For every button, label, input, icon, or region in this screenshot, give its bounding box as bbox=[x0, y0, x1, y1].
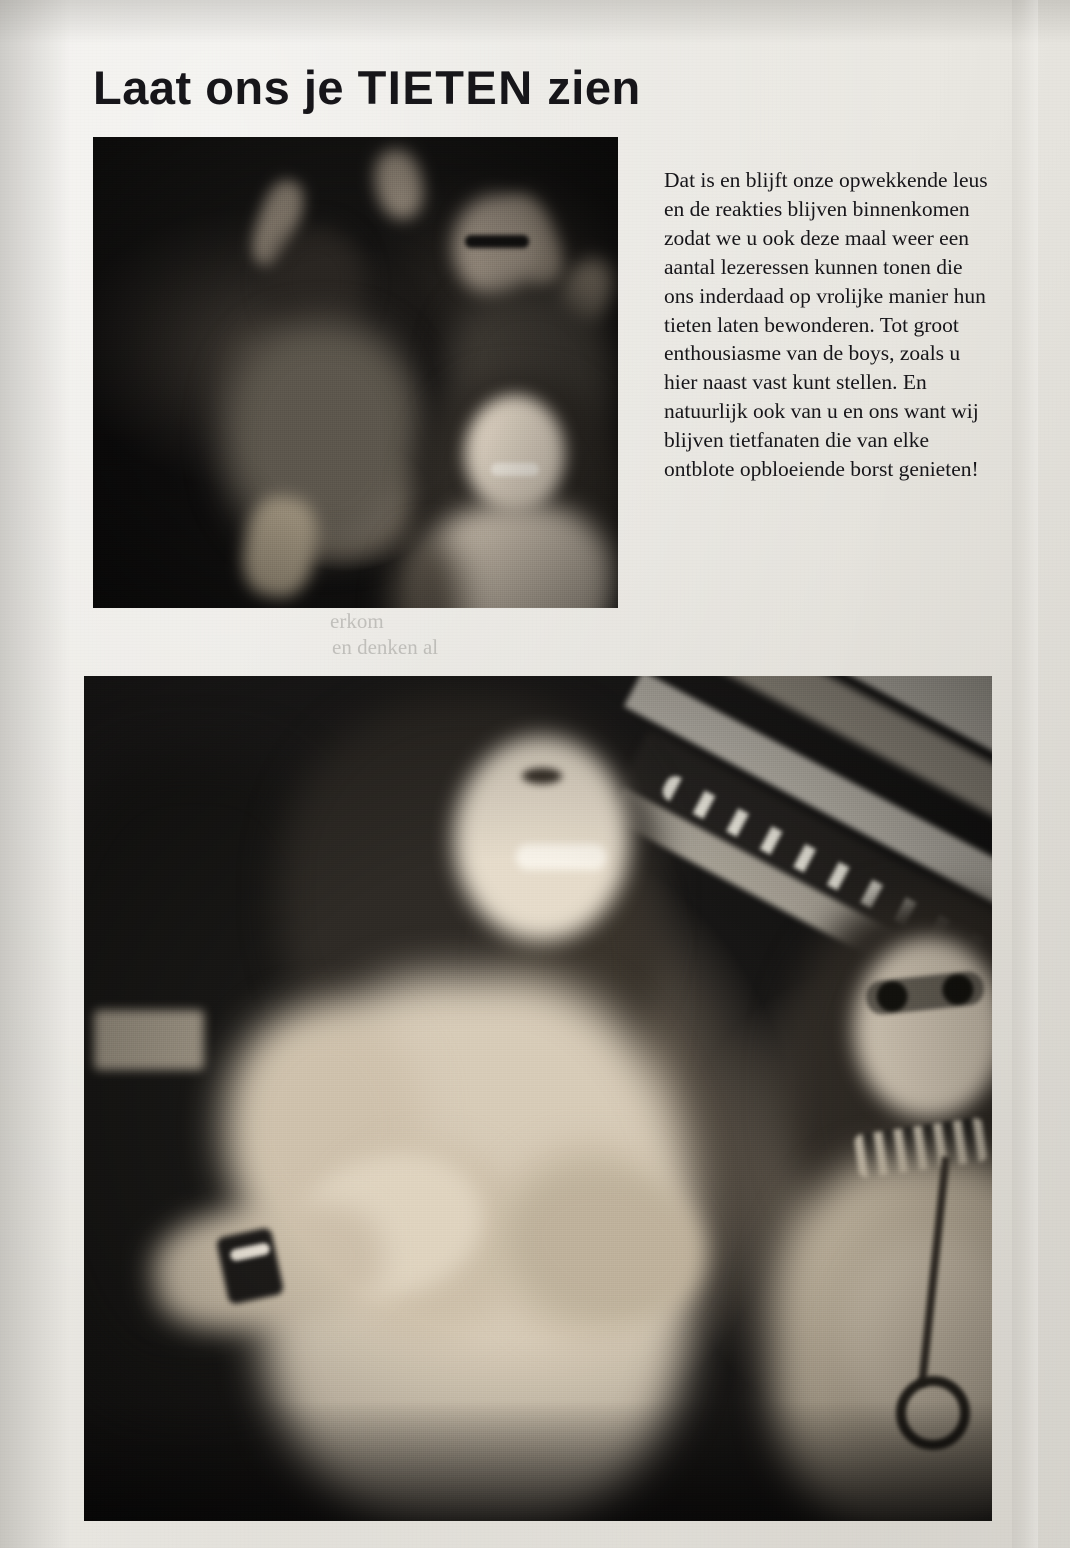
photo-top-content bbox=[93, 137, 618, 608]
paper-crease bbox=[1012, 0, 1038, 1548]
photo-bottom-content bbox=[84, 676, 992, 1521]
headline-tail: zien bbox=[533, 61, 641, 114]
photo-top bbox=[93, 137, 618, 608]
page-edge-shadow-top bbox=[0, 0, 1070, 44]
show-through-text-2: en denken al bbox=[332, 635, 439, 659]
article-paragraph: Dat is en blijft onze opwekkende leus en de reakties blijven binnenkomen zodat we u ook deze maal weer een aantal lezeressen kunnen tonen die ons inderdaad op vrolijke manier hun tieten laten bewonderen. Tot groot enthousiasme van de boys, zoals u hier naast vast kunt stellen. En natuurlijk ook van u en ons want wij blijven tietfanaten die van elke ontblote opbloeiende borst genieten! bbox=[664, 168, 988, 482]
page-edge-shadow-left bbox=[0, 0, 70, 1548]
page-title bbox=[93, 60, 641, 115]
article-body bbox=[664, 166, 996, 484]
photo-bottom-vignette bbox=[84, 676, 992, 1521]
photo-top-vignette bbox=[93, 137, 618, 608]
show-through-text-1: erkom bbox=[330, 609, 384, 633]
headline-lead: Laat ons je bbox=[93, 61, 358, 114]
photo-bottom bbox=[84, 676, 992, 1521]
headline-emphasis: TIETEN bbox=[357, 61, 534, 114]
